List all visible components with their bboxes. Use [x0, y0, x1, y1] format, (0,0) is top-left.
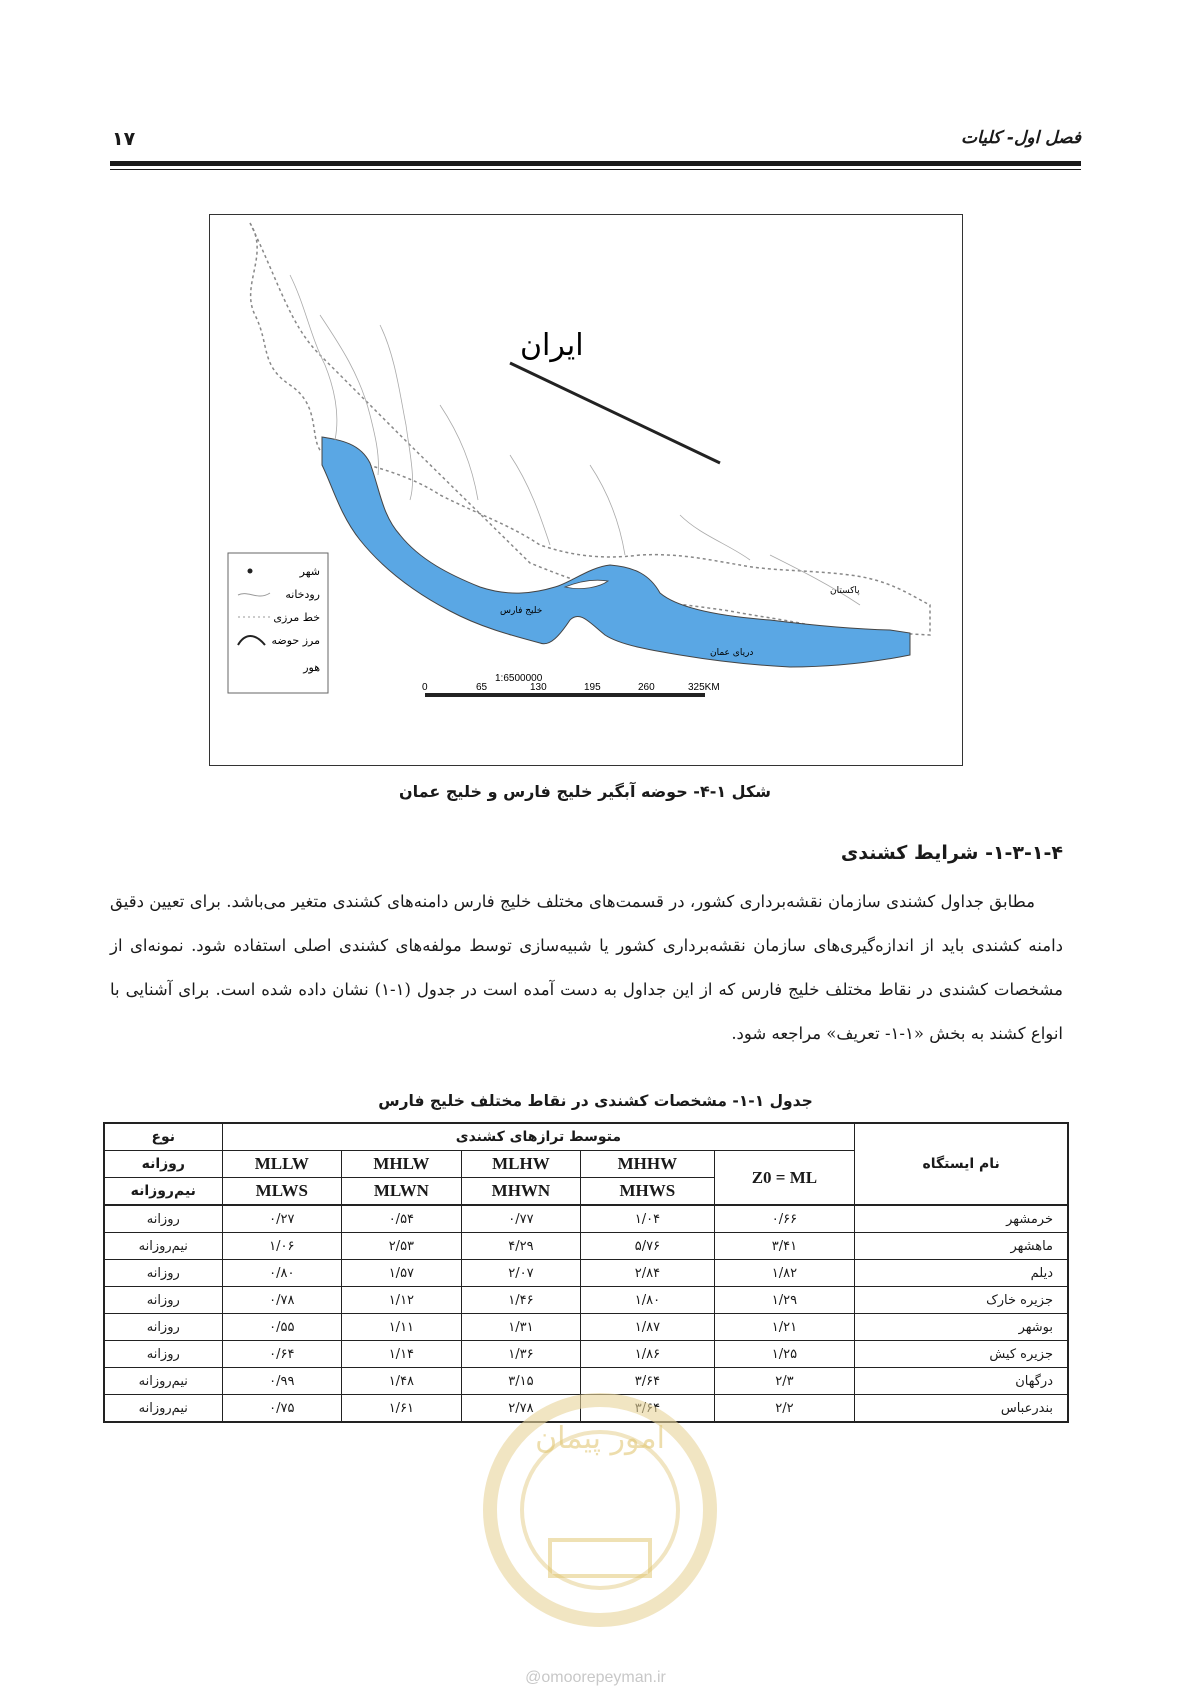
header-mllw: MLLW [222, 1151, 342, 1178]
station-cell: درگهان [855, 1368, 1068, 1395]
header-type-semidiurnal: نیم‌روزانه [104, 1178, 222, 1206]
scale-ticks [422, 682, 720, 693]
value-cell: ۲/۷۸ [461, 1395, 581, 1423]
value-cell: ۳/۶۴ [581, 1368, 714, 1395]
value-cell: ۰/۵۴ [342, 1205, 462, 1233]
header-group: متوسط ترازهای کشندی [222, 1123, 855, 1151]
header-z0: Z0 = ML [714, 1151, 855, 1206]
station-cell: بندرعباس [855, 1395, 1068, 1423]
z0-cell: ۱/۲۵ [714, 1341, 855, 1368]
basin-map [209, 214, 963, 766]
value-cell: ۱/۱۲ [342, 1287, 462, 1314]
legend-marsh: هور [303, 661, 320, 674]
tide-table [103, 1122, 1069, 1423]
type-cell: نیم‌روزانه [104, 1395, 222, 1423]
page-number: ۱۷ [112, 128, 136, 150]
value-cell: ۱/۸۷ [581, 1314, 714, 1341]
chapter-title: فصل اول- کلیات [961, 128, 1081, 148]
svg-text:325KM: 325KM [688, 682, 720, 693]
station-cell: خرمشهر [855, 1205, 1068, 1233]
header-type: نوع [104, 1123, 222, 1151]
map-drawing [210, 215, 962, 765]
z0-cell: ۱/۲۹ [714, 1287, 855, 1314]
value-cell: ۵/۷۶ [581, 1233, 714, 1260]
station-cell: ماهشهر [855, 1233, 1068, 1260]
table-row [104, 1341, 1068, 1368]
svg-text:0: 0 [422, 682, 428, 693]
scale-ratio: 1:6500000 [495, 673, 543, 684]
legend-city-dot [248, 569, 253, 574]
gulf-label: خلیج فارس [500, 606, 543, 616]
header-type-diurnal: روزانه [104, 1151, 222, 1178]
z0-cell: ۰/۶۶ [714, 1205, 855, 1233]
watermark-text: امور پیمان [535, 1421, 665, 1456]
value-cell: ۲/۰۷ [461, 1260, 581, 1287]
value-cell: ۰/۲۷ [222, 1205, 342, 1233]
z0-cell: ۲/۳ [714, 1368, 855, 1395]
header-rule-thick [110, 161, 1081, 166]
station-cell: جزیره خارک [855, 1287, 1068, 1314]
svg-text:130: 130 [530, 682, 547, 693]
value-cell: ۱/۴۶ [461, 1287, 581, 1314]
pakistan-label: پاکستان [830, 586, 860, 596]
value-cell: ۰/۷۸ [222, 1287, 342, 1314]
value-cell: ۳/۶۴ [581, 1395, 714, 1423]
svg-text:260: 260 [638, 682, 655, 693]
z0-cell: ۱/۸۲ [714, 1260, 855, 1287]
legend-city: شهر [299, 565, 320, 578]
header-mlwn: MLWN [342, 1178, 462, 1206]
value-cell: ۱/۸۰ [581, 1287, 714, 1314]
table-row [104, 1205, 1068, 1233]
z0-cell: ۱/۲۱ [714, 1314, 855, 1341]
value-cell: ۰/۹۹ [222, 1368, 342, 1395]
section-paragraph [110, 880, 1063, 1056]
value-cell: ۲/۵۳ [342, 1233, 462, 1260]
value-cell: ۱/۰۴ [581, 1205, 714, 1233]
value-cell: ۳/۱۵ [461, 1368, 581, 1395]
table-row [104, 1314, 1068, 1341]
section-heading: ۱-۳-۱-۴- شرایط کشندی [840, 842, 1063, 864]
oman-label: دریای عمان [710, 648, 754, 658]
svg-text:195: 195 [584, 682, 601, 693]
value-cell: ۱/۸۶ [581, 1341, 714, 1368]
header-mlhw: MLHW [461, 1151, 581, 1178]
value-cell: ۴/۲۹ [461, 1233, 581, 1260]
table-row [104, 1287, 1068, 1314]
value-cell: ۱/۱۱ [342, 1314, 462, 1341]
type-cell: روزانه [104, 1260, 222, 1287]
header-station: نام ایستگاه [855, 1123, 1068, 1205]
iran-label: ایران [520, 328, 584, 363]
value-cell: ۰/۷۷ [461, 1205, 581, 1233]
iran-label-line [510, 363, 720, 463]
header-mhwn: MHWN [461, 1178, 581, 1206]
page-header [110, 128, 1081, 158]
table-row [104, 1260, 1068, 1287]
value-cell: ۰/۵۵ [222, 1314, 342, 1341]
persian-gulf-water [322, 437, 910, 667]
legend-border: خط مرزی [273, 611, 320, 624]
type-cell: روزانه [104, 1314, 222, 1341]
value-cell: ۱/۰۶ [222, 1233, 342, 1260]
station-cell: جزیره کیش [855, 1341, 1068, 1368]
value-cell: ۱/۶۱ [342, 1395, 462, 1423]
station-cell: بوشهر [855, 1314, 1068, 1341]
value-cell: ۱/۳۶ [461, 1341, 581, 1368]
value-cell: ۲/۸۴ [581, 1260, 714, 1287]
header-rule-thin [110, 169, 1081, 170]
figure-caption: شکل ۱-۴- حوضه آبگیر خلیج فارس و خلیج عمان [399, 782, 771, 801]
header-mlws: MLWS [222, 1178, 342, 1206]
legend-river: رودخانه [285, 588, 320, 601]
z0-cell: ۳/۴۱ [714, 1233, 855, 1260]
type-cell: روزانه [104, 1205, 222, 1233]
type-cell: روزانه [104, 1341, 222, 1368]
value-cell: ۰/۶۴ [222, 1341, 342, 1368]
header-mhhw: MHHW [581, 1151, 714, 1178]
z0-cell: ۲/۲ [714, 1395, 855, 1423]
header-mhlw: MHLW [342, 1151, 462, 1178]
scale-bar [425, 693, 705, 697]
watermark-url: @omoorepeyman.ir [525, 1669, 666, 1686]
station-cell: دیلم [855, 1260, 1068, 1287]
value-cell: ۰/۷۵ [222, 1395, 342, 1423]
value-cell: ۱/۵۷ [342, 1260, 462, 1287]
type-cell: نیم‌روزانه [104, 1233, 222, 1260]
header-mhws: MHWS [581, 1178, 714, 1206]
value-cell: ۱/۳۱ [461, 1314, 581, 1341]
value-cell: ۱/۱۴ [342, 1341, 462, 1368]
type-cell: نیم‌روزانه [104, 1368, 222, 1395]
value-cell: ۰/۸۰ [222, 1260, 342, 1287]
watermark-seal [480, 1390, 720, 1630]
value-cell: ۱/۴۸ [342, 1368, 462, 1395]
paragraph-text: مطابق جداول کشندی سازمان نقشه‌برداری کشور، در قسمت‌های مختلف خلیج فارس دامنه‌های کشندی متغیر می‌باشد. برای تعیین دقیق دامنه کشندی باید از اندازه‌گیری‌های سازمان نقشه‌برداری کشور یا شبیه‌سازی توسط مولفه‌های کشندی اصلی استفاده شود. نمونه‌ای از مشخصات کشندی در نقاط مختلف خلیج فارس که از این جداول به دست آمده است در جدول (۱-۱) نشان داده شده است. برای آشنایی با انواع کشند به بخش «۱-۱- تعریف» مراجعه شود. [110, 892, 1063, 1043]
type-cell: روزانه [104, 1287, 222, 1314]
table-row [104, 1233, 1068, 1260]
legend-basin: مرز حوضه [271, 634, 320, 647]
table-caption: جدول ۱-۱- مشخصات کشندی در نقاط مختلف خلیج فارس [378, 1092, 813, 1110]
svg-text:65: 65 [476, 682, 488, 693]
